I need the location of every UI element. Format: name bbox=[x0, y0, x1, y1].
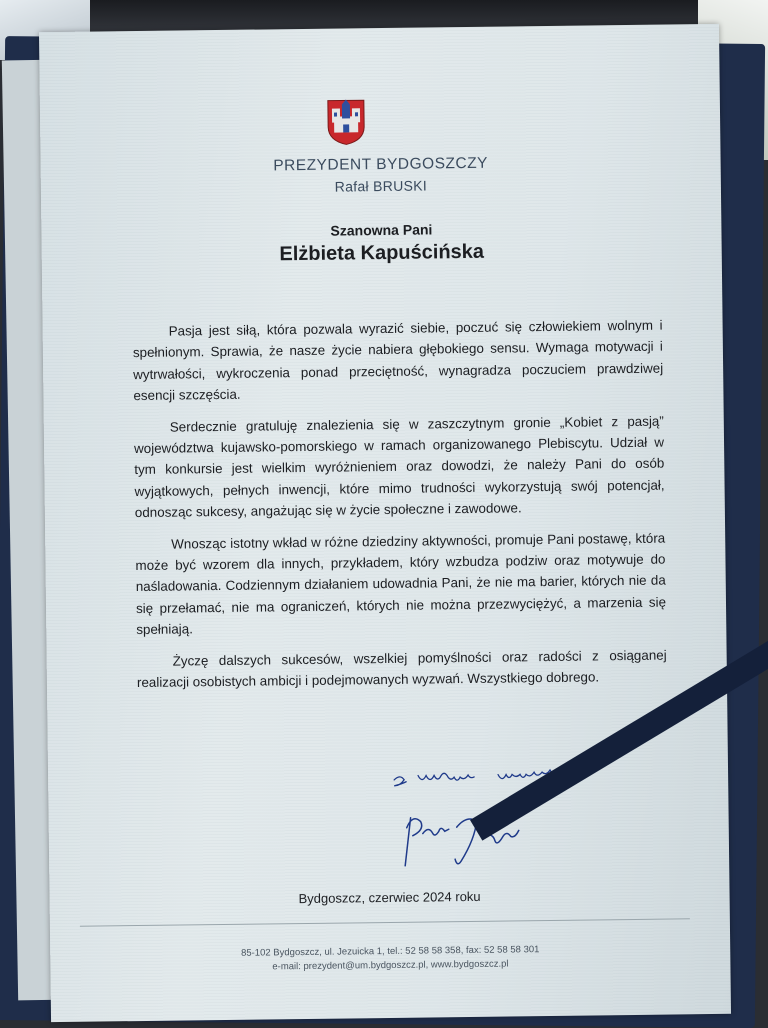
paragraph: Wnosząc istotny wkład w różne dziedziny aktywności, promuje Pani postawę, która może być wzorem dla innych, przykładem, który wzbudza podziw oraz motywuje do naśladowania. Codziennym działaniem udowadnia Pani, że nie ma barier, których nie da się przełamać, nie ma ograniczeń, których nie można przezwyciężyć, a marzenia się spełniają. bbox=[135, 530, 667, 638]
salutation: Szanowna Pani bbox=[330, 221, 433, 239]
coat-of-arms-icon bbox=[326, 98, 367, 146]
footer-contact: e-mail: prezydent@um.bydgoszcz.pl, www.bydgoszcz.pl bbox=[272, 958, 509, 973]
paragraph: Pasja jest siłą, która pozwala wyrazić siebie, poczuć się człowiekiem wolnym i spełnionym. Sprawia, że nasze życie nabiera głębokiego sensu. Wymaga motywacji i wytrwałości, wykroczenia ponad przeciętność, wynagradza poczuciem prawdziwej esencji szczęścia. bbox=[132, 317, 664, 404]
footer-divider bbox=[80, 918, 690, 926]
letterhead-title: PREZYDENT BYDGOSZCZY bbox=[273, 154, 489, 175]
letter-sheet bbox=[39, 24, 731, 1022]
paragraph: Serdecznie gratuluję znalezienia się w zaszczytnym gronie „Kobiet z pasją” województwa kujawsko-pomorskiego w ramach organizowanego Plebiscytu. Udział w tym konkursie jest wielkim wyróżnieniem oraz dowodzi, że należy Pani do osób wyjątkowych, pełnych inwencji, które mimo trudności wykorzystują swój potencjał, odnosząc sukcesy, angażując się w życie społeczne i zawodowe. bbox=[133, 413, 665, 521]
footer-address: 85-102 Bydgoszcz, ul. Jezuicka 1, tel.: 52 58 58 358, fax: 52 58 58 301 bbox=[240, 944, 540, 959]
letterhead-name: Rafał BRUSKI bbox=[334, 177, 428, 195]
letter-body bbox=[133, 315, 668, 704]
paragraph: Życzę dalszych sukcesów, wszelkiej pomyślności oraz radości z osiąganej realizacji osobistych ambicji i podejmowanych wyzwań. Wszystkiego dobrego. bbox=[136, 647, 667, 691]
place-and-date: Bydgoszcz, czerwiec 2024 roku bbox=[298, 888, 481, 907]
recipient-name: Elżbieta Kapuścińska bbox=[279, 240, 485, 266]
